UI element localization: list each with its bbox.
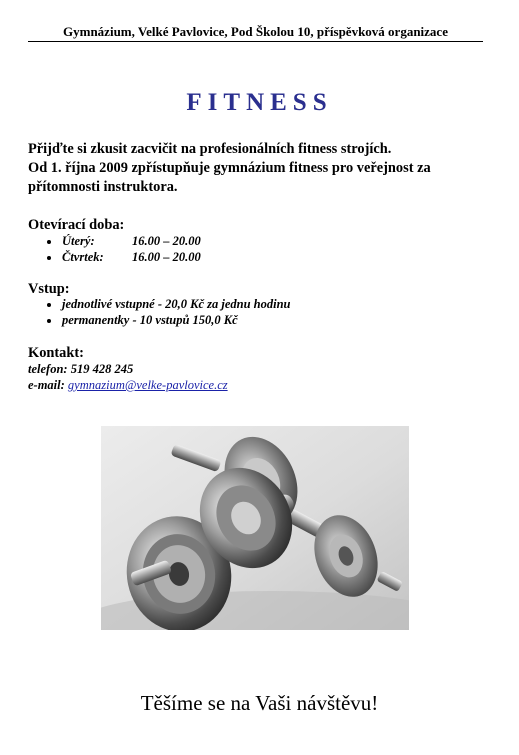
intro-line-1: Přijďte si zkusit zacvičit na profesionálních fitness strojích. xyxy=(28,141,392,157)
admission-list xyxy=(45,296,291,328)
day-label: Úterý: xyxy=(62,234,95,248)
email-link[interactable]: gymnazium@velke-pavlovice.cz xyxy=(67,378,228,392)
price-text: jednotlivé vstupné - 20,0 Kč za jednu hodinu xyxy=(62,297,291,311)
intro-line-2: Od 1. října 2009 zpřístupňuje gymnázium fitness pro veřejnost za přítomnosti instruktora. xyxy=(28,160,431,195)
time-range: 16.00 – 20.00 xyxy=(132,234,201,248)
contact-title: Kontakt: xyxy=(28,345,84,361)
email-label: e-mail: xyxy=(28,378,68,392)
contact-email-line xyxy=(28,377,228,393)
list-item xyxy=(45,233,201,249)
list-item xyxy=(45,312,291,328)
opening-hours-title: Otevírací doba: xyxy=(28,217,125,233)
page-header: Gymnázium, Velké Pavlovice, Pod Školou 10, příspěvková organizace xyxy=(28,24,483,42)
contact-phone: telefon: 519 428 245 xyxy=(28,362,134,376)
closing-message: Těšíme se na Vaši návštěvu! xyxy=(140,691,379,715)
day-label: Čtvrtek: xyxy=(62,250,104,264)
list-item xyxy=(45,249,201,265)
intro-text xyxy=(28,140,498,197)
admission-title: Vstup: xyxy=(28,281,70,297)
page-title: FITNESS xyxy=(186,89,333,116)
list-item xyxy=(45,296,291,312)
time-range: 16.00 – 20.00 xyxy=(132,250,201,264)
price-text: permanentky - 10 vstupů 150,0 Kč xyxy=(62,313,238,327)
dumbbells-photo xyxy=(101,426,409,630)
opening-hours-list xyxy=(45,233,201,265)
